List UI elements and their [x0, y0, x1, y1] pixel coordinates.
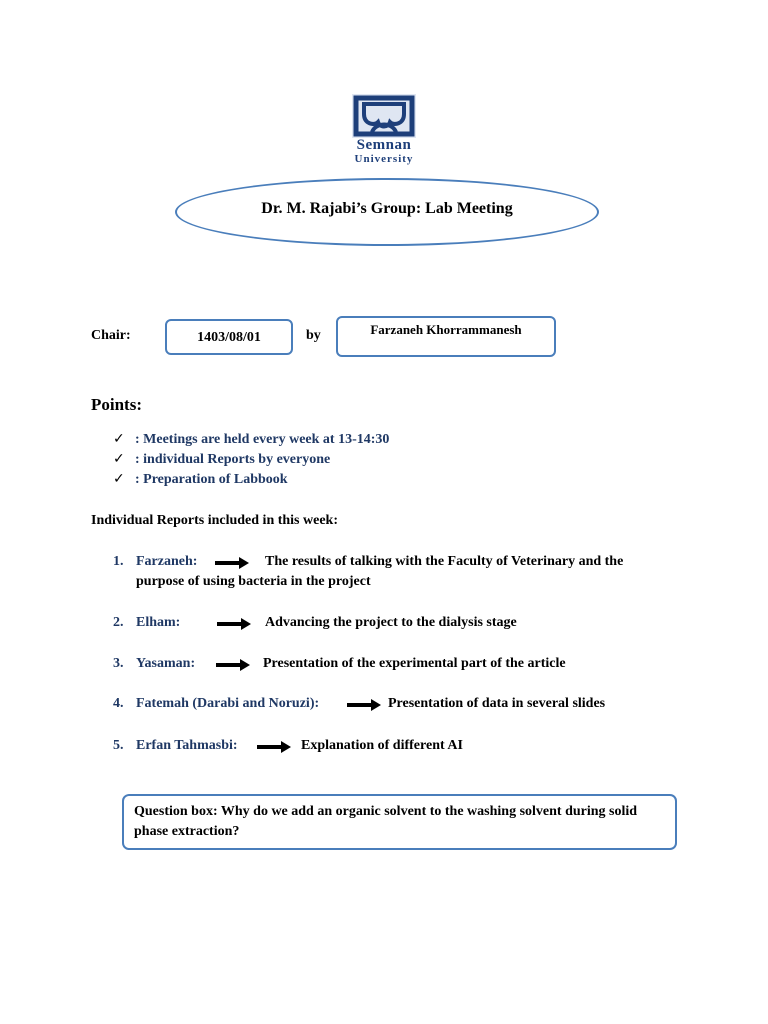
report-description: Presentation of the experimental part of the article: [263, 656, 566, 671]
report-name: Elham:: [136, 615, 181, 630]
report-number: 1.: [113, 554, 124, 569]
report-description: Explanation of different AI: [301, 738, 463, 753]
arrow-right-icon: [257, 741, 291, 753]
chair-name: Farzaneh Khorrammanesh: [370, 322, 522, 337]
chair-label: Chair:: [91, 328, 131, 343]
report-description: The results of talking with the Faculty of Veterinary and the: [265, 554, 624, 569]
checkmark-icon: ✓: [113, 451, 125, 467]
arrow-right-icon: [217, 618, 251, 630]
report-number: 5.: [113, 738, 124, 753]
report-number: 4.: [113, 696, 124, 711]
report-name: Erfan Tahmasbi:: [136, 738, 238, 753]
report-description-continued: purpose of using bacteria in the project: [136, 574, 371, 589]
page-title: Dr. M. Rajabi’s Group: Lab Meeting: [261, 200, 513, 217]
logo-word-semnan: Semnan: [356, 137, 412, 153]
points-heading: Points:: [91, 395, 142, 414]
report-number: 3.: [113, 656, 124, 671]
meeting-date: 1403/08/01: [197, 330, 261, 345]
checkmark-icon: ✓: [113, 431, 125, 447]
report-number: 2.: [113, 615, 124, 630]
arrow-right-icon: [347, 699, 381, 711]
list-item: [113, 450, 330, 469]
point-text: : individual Reports by everyone: [135, 452, 331, 467]
by-label: by: [306, 328, 321, 343]
university-emblem-icon: [350, 92, 418, 140]
arrow-right-icon: [216, 659, 250, 671]
question-text: Question box: Why do we add an organic solvent to the washing solvent during solid phase extraction?: [134, 804, 638, 839]
list-item: [113, 470, 288, 489]
checkmark-icon: ✓: [113, 471, 125, 487]
report-name: Farzaneh:: [136, 554, 198, 569]
point-text: : Meetings are held every week at 13-14:30: [135, 432, 390, 447]
point-text: : Preparation of Labbook: [135, 472, 288, 487]
report-description: Presentation of data in several slides: [388, 696, 606, 711]
report-description: Advancing the project to the dialysis stage: [265, 615, 517, 630]
report-name: Yasaman:: [136, 656, 196, 671]
list-item: [113, 430, 389, 449]
logo-word-university: University: [354, 153, 414, 165]
university-logo: [338, 92, 430, 170]
reports-heading: Individual Reports included in this week:: [91, 513, 338, 528]
arrow-right-icon: [215, 557, 249, 569]
report-name: Fatemah (Darabi and Noruzi):: [136, 696, 320, 711]
